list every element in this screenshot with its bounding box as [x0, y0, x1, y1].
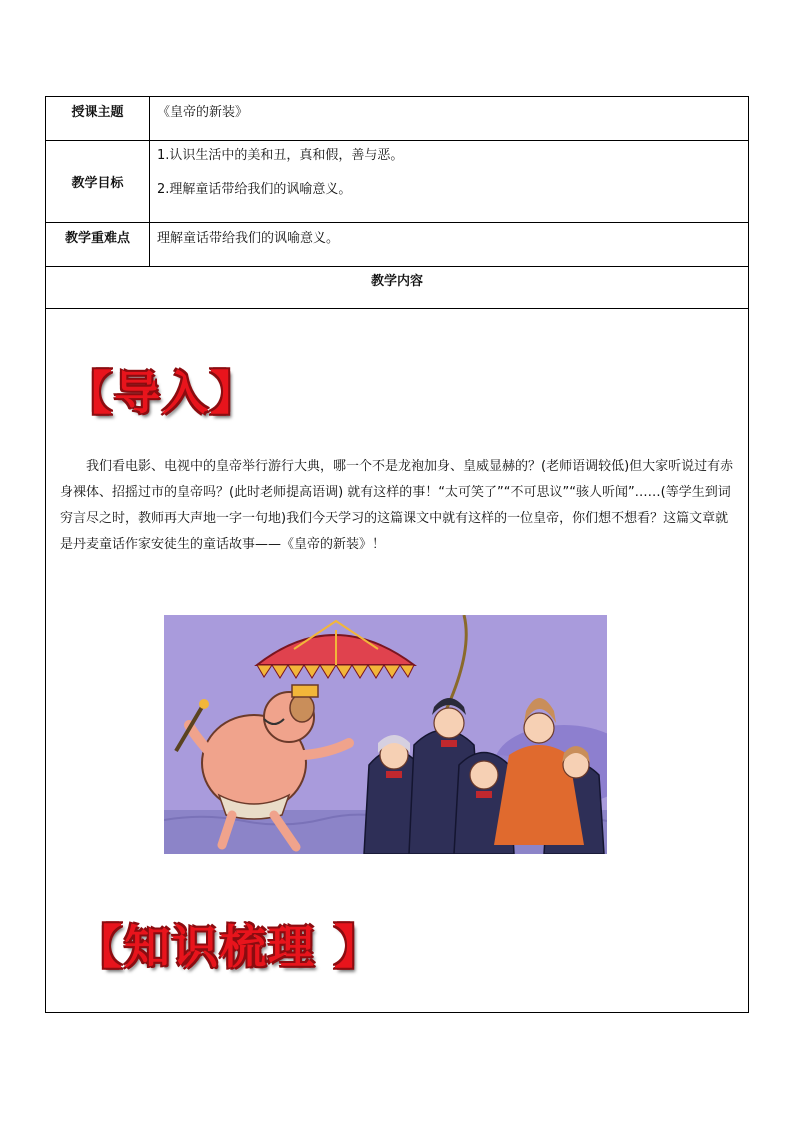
goal-value: [150, 141, 748, 222]
goal-row: [46, 141, 748, 223]
key-value: 理解童话带给我们的讽喻意义。: [157, 231, 340, 246]
goal-item: 2.理解童话带给我们的讽喻意义。: [157, 182, 352, 197]
intro-paragraph: 我们看电影、电视中的皇帝举行游行大典，哪一个不是龙袍加身、皇威显赫的？(老师语调较低)但大家听说过有赤身裸体、招摇过市的皇帝吗？(此时老师提高语调) 就有这样的事！“太可笑了”“不可思议”“骇人听闻”……(等学生到词穷言尽之时，教师再大声地一字一句地)我们今天学习的这篇课文中就有这样的一位皇帝，你们想不想看？这篇文章就是丹麦童话作家安徒生的童话故事——《皇帝的新装》！: [60, 459, 734, 552]
section-heading-knowledge: 【知识梳理 】: [76, 920, 383, 974]
content-cell: [46, 309, 748, 1012]
goal-item: 1.认识生活中的美和丑，真和假，善与恶。: [157, 148, 404, 163]
key-row: [46, 223, 748, 267]
emperor-illustration: [164, 615, 607, 854]
lesson-table: [45, 96, 749, 1013]
topic-label: 授课主题: [46, 97, 150, 140]
section-heading-intro: 【导入】: [66, 366, 258, 420]
goal-label: 教学目标: [46, 141, 150, 222]
key-label: 教学重难点: [46, 223, 150, 266]
topic-row: [46, 97, 748, 141]
topic-value: 《皇帝的新装》: [157, 105, 249, 120]
content-header: 教学内容: [46, 267, 748, 309]
